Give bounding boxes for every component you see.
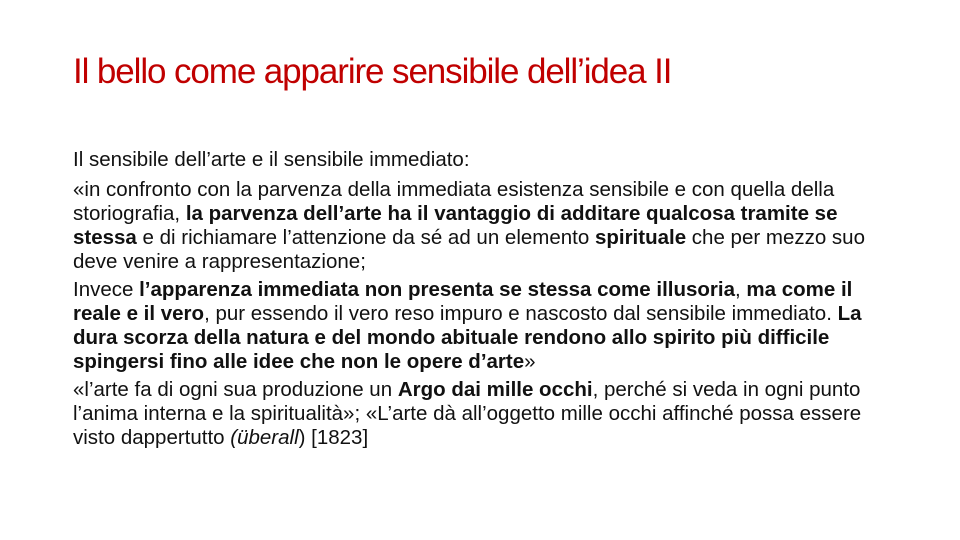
emphasis-text: spirituale [594,226,687,249]
italic-text: (überall [230,426,299,449]
text-run: ) [1823] [298,426,369,449]
paragraph [73,278,903,374]
text-run: e di richiamare l’attenzione da sé ad un elemento [136,226,595,249]
emphasis-text: Argo dai mille occhi [397,378,593,401]
emphasis-text: la parvenza dell’arte ha il vantaggio di additare qualcosa tramite se stessa [73,202,838,249]
text-run: » [524,350,536,373]
paragraph [73,378,903,450]
slide-title: Il bello come apparire sensibile dell’idea II [73,52,672,91]
text-run: Invece [73,278,140,301]
text-run: , [734,278,747,301]
slide-body [73,148,903,454]
paragraph [73,178,903,274]
text-run: Il sensibile dell’arte e il sensibile immediato: [73,148,470,171]
text-run: che per mezzo suo deve venire a rappresentazione; [73,226,865,273]
emphasis-text: l’apparenza immediata non presenta se stessa come illusoria [139,278,735,301]
text-run: , perché si veda in ogni punto l’anima interna e la spiritualità»; «L’arte dà all’oggetto mille occhi affinché possa essere visto dappertutto [73,378,862,449]
emphasis-text: La dura scorza della natura e del mondo abituale rendono allo spirito più difficile spingersi fino alle idee che non le opere d’arte [73,302,862,373]
text-run: «in confronto con la parvenza della immediata esistenza sensibile e con quella della storiografia, [73,178,835,225]
emphasis-text: ma come il reale e il vero [73,278,853,325]
text-run: , pur essendo il vero reso impuro e nascosto dal sensibile immediato. [204,302,838,325]
text-run: «l’arte fa di ogni sua produzione un [73,378,398,401]
paragraph [73,148,903,172]
